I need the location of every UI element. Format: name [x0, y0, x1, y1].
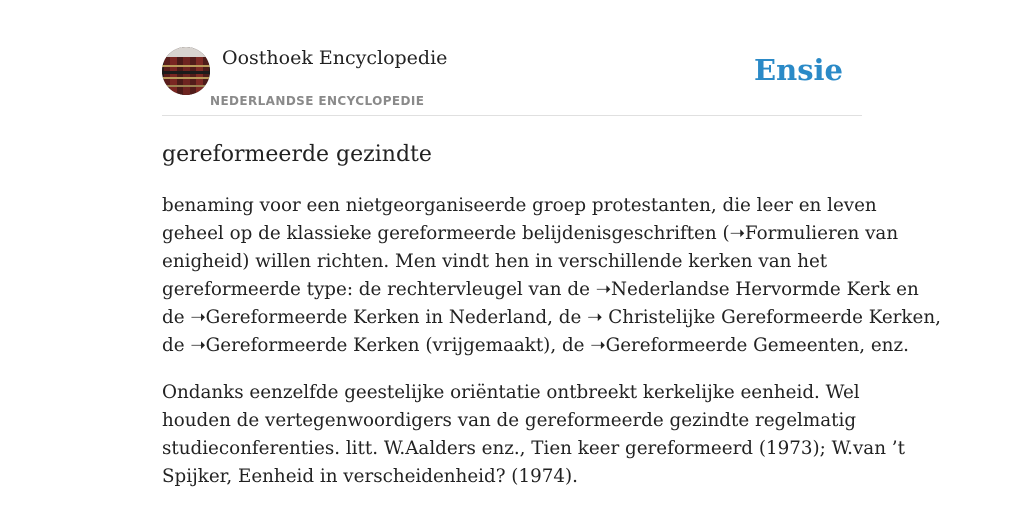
text-line: de ➝Gereformeerde Kerken in Nederland, de ➝ Christelijke Gereformeerde Kerken, — [162, 307, 941, 328]
entry-paragraph — [162, 379, 905, 491]
publication-subtitle: NEDERLANDSE ENCYCLOPEDIE — [210, 94, 425, 108]
text-line: enigheid) willen richten. Men vindt hen in verschillende kerken van het — [162, 251, 828, 272]
text-line: gereformeerde type: de rechtervleugel van de ➝Nederlandse Hervormde Kerk en — [162, 279, 919, 300]
entry-body — [162, 192, 941, 510]
article-page — [162, 0, 941, 487]
text-line: Ondanks eenzelfde geestelijke oriëntatie ontbreekt kerkelijke eenheid. Wel — [162, 382, 860, 403]
book-spines-icon — [162, 47, 210, 95]
entry-paragraph — [162, 192, 941, 360]
brand-logo[interactable]: Ensie — [754, 53, 843, 87]
text-line: studieconferenties. litt. W.Aalders enz., Tien keer gereformeerd (1973); W.van ’t — [162, 438, 905, 459]
entry-title: gereformeerde gezindte — [162, 142, 432, 167]
text-line: de ➝Gereformeerde Kerken (vrijgemaakt), de ➝Gereformeerde Gemeenten, enz. — [162, 335, 909, 356]
publication-title[interactable]: Oosthoek Encyclopedie — [222, 47, 448, 69]
text-line: geheel op de klassieke gereformeerde belijdenisgeschriften (➝Formulieren van — [162, 223, 899, 244]
text-line: Spijker, Eenheid in verscheidenheid? (1974). — [162, 466, 578, 487]
publication-avatar[interactable] — [162, 47, 210, 95]
page-header — [162, 0, 862, 116]
text-line: benaming voor een nietgeorganiseerde groep protestanten, die leer en leven — [162, 195, 877, 216]
text-line: houden de vertegenwoordigers van de gereformeerde gezindte regelmatig — [162, 410, 857, 431]
